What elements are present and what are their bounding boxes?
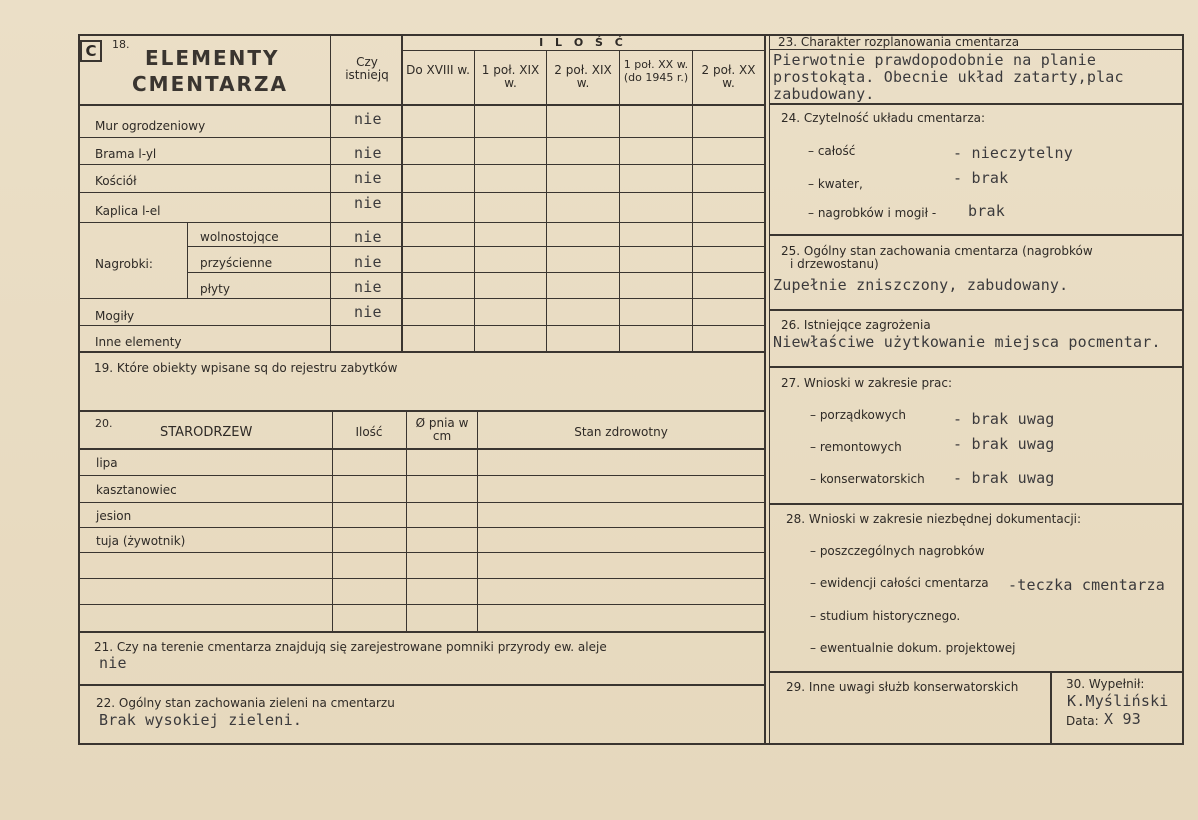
section-30-label: 30. Wypełnił:: [1066, 677, 1145, 691]
work-item-label: – remontowych: [810, 440, 902, 454]
documentation-item-label: – poszczególnych nagrobków: [810, 544, 985, 558]
work-item-label: – konserwatorskich: [810, 472, 925, 486]
period-header-1: Do XVIII w.: [406, 63, 470, 77]
section-24-label: 24. Czytelność układu cmentarza:: [781, 111, 986, 125]
section-27-label: 27. Wnioski w zakresie prac:: [781, 376, 953, 390]
period-header-2: 1 poł. XIX w.: [481, 63, 540, 90]
element-row-label: Mur ogrodzeniowy: [95, 119, 206, 133]
mogily-value: nie: [354, 303, 382, 321]
date-value: X 93: [1104, 710, 1141, 728]
documentation-item-label: – studium historycznego.: [810, 609, 961, 623]
documentation-item-label: – ewidencji całości cmentarza: [810, 576, 989, 590]
date-label: Data:: [1066, 714, 1099, 728]
legibility-item-value: brak: [968, 202, 1005, 220]
element-row-value: nie: [354, 110, 382, 128]
nagrobki-row-value: nie: [354, 253, 382, 271]
section-28-label: 28. Wnioski w zakresie niezbędnej dokumentacji:: [786, 512, 1082, 526]
legibility-item-label: – kwater,: [808, 177, 863, 191]
element-row-label: Kościół: [95, 174, 137, 188]
section-26-value: Niewłaściwe użytkowanie miejsca pocmentar.: [773, 333, 1161, 351]
filled-by-name: K.Myśliński: [1067, 692, 1169, 710]
element-row-label: Kaplica l-el: [95, 204, 161, 218]
col-exists-header: Czy istniejq: [345, 55, 389, 82]
section-23-label: 23. Charakter rozplanowania cmentarza: [778, 35, 1020, 49]
section-21-label: 21. Czy na terenie cmentarza znajdujq się zarejestrowane pomniki przyrody ew. aleje: [94, 640, 607, 654]
nagrobki-row-label: wolnostojqce: [200, 230, 279, 244]
tree-row-label: jesion: [96, 509, 132, 523]
tree-row-label: lipa: [96, 456, 118, 470]
nagrobki-row-label: płyty: [200, 282, 230, 296]
ilosc-header: I L O Ś Ć: [539, 36, 627, 49]
documentation-item-value: -teczka cmentarza: [1008, 576, 1165, 594]
nagrobki-row-value: nie: [354, 228, 382, 246]
col-stan-header: Stan zdrowotny: [574, 425, 668, 439]
tree-row-label: tuja (żywotnik): [96, 534, 186, 548]
nagrobki-row-value: nie: [354, 278, 382, 296]
nagrobki-label: Nagrobki:: [95, 257, 153, 271]
starodrzew-title: STARODRZEW: [160, 425, 253, 440]
element-row-label: Brama l-yl: [95, 147, 157, 161]
section-19-label: 19. Które obiekty wpisane sq do rejestru zabytków: [94, 361, 398, 375]
tree-row-label: kasztanowiec: [96, 483, 177, 497]
section-25-value: Zupełnie zniszczony, zabudowany.: [773, 276, 1069, 294]
element-row-value: nie: [354, 144, 382, 162]
col-pnia-header: Ø pnia w cm: [415, 416, 469, 443]
section-25-label-line1: 25. Ogólny stan zachowania cmentarza (nagrobków: [781, 244, 1093, 258]
legibility-item-label: – całość: [808, 144, 856, 158]
work-item-value: - brak uwag: [953, 410, 1055, 428]
legibility-item-value: - nieczytelny: [953, 144, 1073, 162]
section-18-title-line1: ELEMENTY: [145, 46, 280, 70]
section-25-label-line2: i drzewostanu): [790, 257, 879, 271]
section-18-number: 18.: [112, 38, 130, 51]
period-header-5: 2 poł. XX w.: [701, 63, 756, 90]
section-22-value: Brak wysokiej zieleni.: [99, 711, 303, 729]
work-item-value: - brak uwag: [953, 435, 1055, 453]
legibility-item-value: - brak: [953, 169, 1009, 187]
section-18-title-line2: CMENTARZA: [132, 72, 288, 96]
nagrobki-row-label: przyścienne: [200, 256, 273, 270]
section-23-value-line3: zabudowany.: [773, 85, 875, 103]
documentation-item-label: – ewentualnie dokum. projektowej: [810, 641, 1016, 655]
section-26-label: 26. Istniejqce zagrożenia: [781, 318, 931, 332]
mogily-label: Mogiły: [95, 309, 135, 323]
section-29-label: 29. Inne uwagi służb konserwatorskich: [786, 680, 1019, 694]
legibility-item-label: – nagrobków i mogił -: [808, 206, 937, 220]
period-header-4: 1 poł. XX w. (do 1945 r.): [623, 58, 689, 84]
section-20-number: 20.: [95, 417, 113, 430]
element-row-value: nie: [354, 169, 382, 187]
inne-elementy-label: Inne elementy: [95, 335, 182, 349]
section-21-value: nie: [99, 654, 127, 672]
col-ilosc-header: Ilość: [355, 425, 383, 439]
corner-letter-box: C: [80, 40, 102, 62]
element-row-value: nie: [354, 194, 382, 212]
section-23-value-line1: Pierwotnie prawdopodobnie na planie: [773, 51, 1097, 69]
work-item-label: – porządkowych: [810, 408, 906, 422]
section-22-label: 22. Ogólny stan zachowania zieleni na cmentarzu: [96, 696, 395, 710]
work-item-value: - brak uwag: [953, 469, 1055, 487]
section-23-value-line2: prostokąta. Obecnie układ zatarty,plac: [773, 68, 1124, 86]
period-header-3: 2 poł. XIX w.: [554, 63, 612, 90]
